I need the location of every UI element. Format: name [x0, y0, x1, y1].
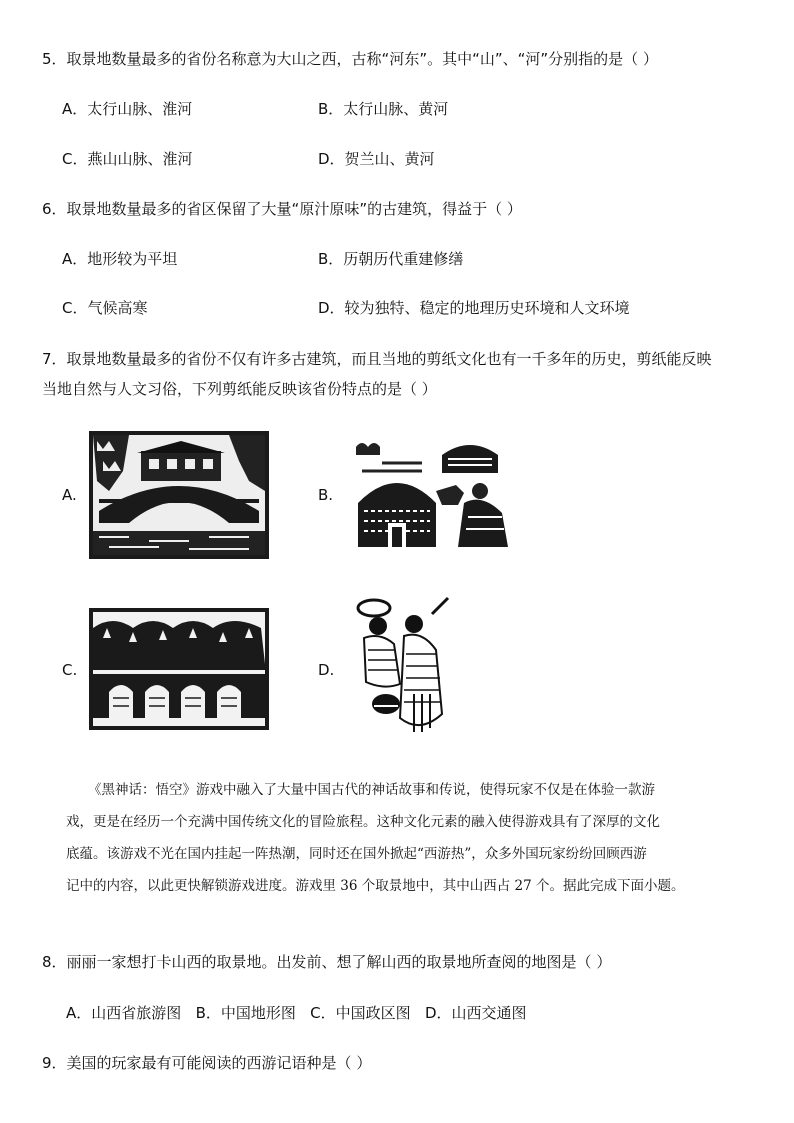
q5-option-d: D．贺兰山、黄河 [318, 150, 435, 168]
passage-line-1: 《黑神话：悟空》游戏中融入了大量中国古代的神话故事和传说，使得玩家不仅是在体验一款游 [88, 782, 655, 798]
q8-options: A．山西省旅游图 B．中国地形图 C．中国政区图 D．山西交通图 [66, 1004, 527, 1022]
papercut-cave-dwelling-icon [89, 608, 269, 730]
q7-image-b-label: B. [318, 486, 334, 504]
q5-option-a: A．太行山脉、淮河 [62, 100, 193, 118]
q6-option-c: C．气候高寒 [62, 299, 148, 317]
papercut-bridge-icon [89, 431, 269, 559]
q6-option-b: B．历朝历代重建修缮 [318, 250, 464, 268]
papercut-yurt-icon [352, 433, 512, 551]
question-7-stem-line1: 7．取景地数量最多的省份不仅有许多古建筑，而且当地的剪纸文化也有一千多年的历史，剪纸能反映 [42, 350, 712, 368]
passage-line-3: 底蕴。该游戏不光在国内挂起一阵热潮，同时还在国外掀起“西游热”，众多外国玩家纷纷回顾西游 [66, 846, 647, 862]
q5-option-b: B．太行山脉、黄河 [318, 100, 449, 118]
passage-line-4: 记中的内容，以此更快解锁游戏进度。游戏里 36 个取景地中，其中山西占 27 个。据此完成下面小题。 [66, 878, 685, 894]
q7-image-c-label: C. [62, 661, 78, 679]
q7-image-a-label: A. [62, 486, 77, 504]
question-5-stem: 5．取景地数量最多的省份名称意为大山之西，古称“河东”。其中“山”、“河”分别指的是（ ） [42, 50, 658, 68]
question-8-stem: 8．丽丽一家想打卡山西的取景地。出发前、想了解山西的取景地所查阅的地图是（ ） [42, 953, 612, 971]
q6-option-a: A．地形较为平坦 [62, 250, 178, 268]
q6-option-d: D．较为独特、稳定的地理历史环境和人文环境 [318, 299, 630, 317]
papercut-dancers-icon [344, 594, 456, 742]
q5-option-c: C．燕山山脉、淮河 [62, 150, 193, 168]
q7-image-d-label: D. [318, 661, 335, 679]
passage-line-2: 戏，更是在经历一个充满中国传统文化的冒险旅程。这种文化元素的融入使得游戏具有了深厚的文化 [66, 814, 660, 830]
question-7-stem-line2: 当地自然与人文习俗，下列剪纸能反映该省份特点的是（ ） [42, 380, 437, 398]
question-9-stem: 9．美国的玩家最有可能阅读的西游记语种是（ ） [42, 1054, 372, 1072]
question-6-stem: 6．取景地数量最多的省区保留了大量“原汁原味”的古建筑，得益于（ ） [42, 200, 522, 218]
